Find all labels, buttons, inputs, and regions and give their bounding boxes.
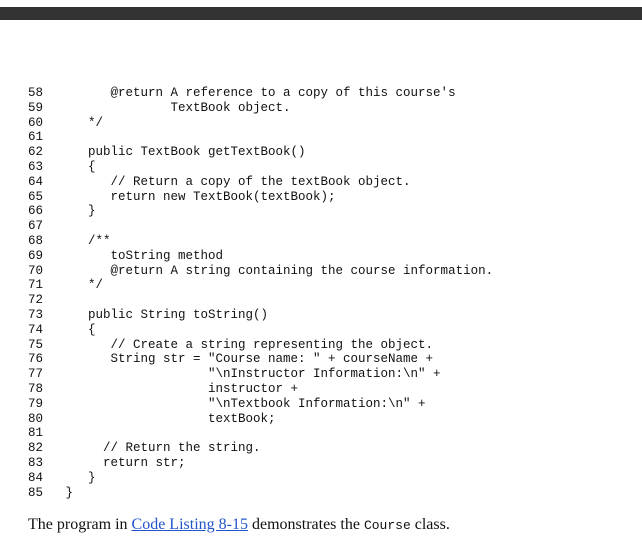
code-text: // Create a string representing the object.: [58, 337, 434, 352]
code-line: [28, 308, 628, 323]
code-text: /**: [58, 233, 111, 248]
code-text: return str;: [58, 455, 186, 470]
line-number: 75: [28, 337, 44, 352]
code-line: [28, 486, 628, 501]
paragraph-text-before: The program in: [28, 516, 132, 533]
line-number: 73: [28, 307, 44, 322]
code-text: // Return the string.: [58, 441, 261, 456]
code-text: instructor +: [58, 381, 299, 396]
code-line: [28, 367, 628, 382]
line-number: 66: [28, 204, 44, 219]
line-number: 74: [28, 322, 44, 337]
code-line: [28, 234, 628, 249]
line-number: 80: [28, 411, 44, 426]
code-line: [28, 175, 628, 190]
line-number: 85: [28, 485, 44, 500]
code-line: [28, 293, 628, 308]
line-number: 76: [28, 352, 44, 367]
code-text: @return A reference to a copy of this course's: [58, 86, 456, 100]
code-line: [28, 412, 628, 427]
inline-code-course: Course: [363, 518, 411, 533]
code-text: public TextBook getTextBook(): [58, 145, 306, 160]
top-bar-stripe: [0, 7, 642, 20]
line-number: 77: [28, 367, 44, 382]
code-listing: [28, 86, 628, 500]
line-number: 71: [28, 278, 44, 293]
code-line: [28, 426, 628, 441]
code-line: [28, 397, 628, 412]
code-line: [28, 116, 628, 131]
line-number: 58: [28, 86, 44, 100]
line-number: 70: [28, 263, 44, 278]
line-number: 81: [28, 426, 44, 441]
code-text: }: [58, 485, 74, 500]
code-text: {: [58, 322, 96, 337]
code-text: return new TextBook(textBook);: [58, 189, 336, 204]
code-text: public String toString(): [58, 307, 269, 322]
code-text: "\nInstructor Information:\n" +: [58, 367, 441, 382]
code-line: [28, 456, 628, 471]
line-number: 72: [28, 293, 44, 308]
code-line: [28, 190, 628, 205]
paragraph-text-after: class.: [410, 516, 450, 533]
code-line: [28, 160, 628, 175]
code-line: [28, 264, 628, 279]
code-line: [28, 219, 628, 234]
code-text: */: [58, 278, 104, 293]
code-line: [28, 323, 628, 338]
code-line: [28, 130, 628, 145]
code-listing-link[interactable]: Code Listing 8-15: [131, 516, 248, 533]
code-line: [28, 441, 628, 456]
code-line: [28, 352, 628, 367]
code-text: TextBook object.: [58, 100, 291, 115]
line-number: 63: [28, 159, 44, 174]
code-text: {: [58, 159, 96, 174]
code-text: }: [58, 204, 96, 219]
line-number: 69: [28, 248, 44, 263]
line-number: 68: [28, 233, 44, 248]
code-text: toString method: [58, 248, 224, 263]
code-line: [28, 471, 628, 486]
code-line: [28, 204, 628, 219]
paragraph-text-middle: demonstrates the: [247, 516, 364, 533]
line-number: 64: [28, 174, 44, 189]
line-number: 79: [28, 396, 44, 411]
code-text: }: [58, 470, 96, 485]
code-text: "\nTextbook Information:\n" +: [58, 396, 426, 411]
line-number: 61: [28, 130, 44, 145]
body-paragraph: [28, 516, 628, 534]
line-number: 67: [28, 219, 44, 234]
line-number: 84: [28, 470, 44, 485]
code-line: [28, 101, 628, 116]
code-line: [28, 338, 628, 353]
code-line: [28, 86, 628, 101]
line-number: 59: [28, 100, 44, 115]
code-text: @return A string containing the course information.: [58, 263, 494, 278]
code-line: [28, 382, 628, 397]
code-text: */: [58, 115, 104, 130]
code-line: [28, 145, 628, 160]
line-number: 83: [28, 455, 44, 470]
line-number: 62: [28, 145, 44, 160]
top-bar: [0, 0, 642, 22]
code-text: // Return a copy of the textBook object.: [58, 174, 411, 189]
code-text: textBook;: [58, 411, 276, 426]
line-number: 78: [28, 381, 44, 396]
code-line: [28, 278, 628, 293]
line-number: 60: [28, 115, 44, 130]
code-text: String str = "Course name: " + courseName +: [58, 352, 434, 367]
line-number: 82: [28, 441, 44, 456]
code-line: [28, 249, 628, 264]
line-number: 65: [28, 189, 44, 204]
